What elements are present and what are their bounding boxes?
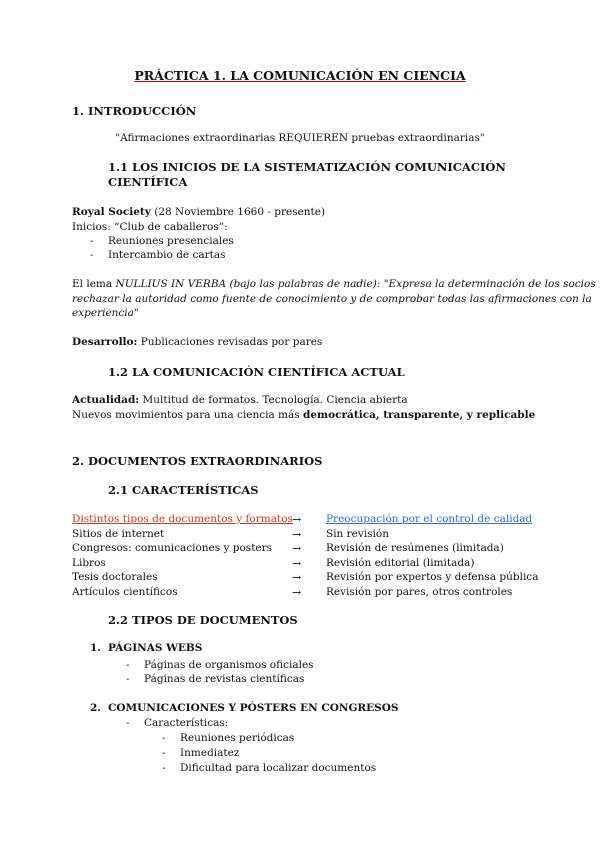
actualidad-label: Actualidad: <box>72 394 140 406</box>
lema-italic: NULLIUS IN VERBA (bajo las palabras de nadie): "Expresa la determinación de los socios <box>115 278 596 290</box>
table-cell-left: Libros <box>72 557 106 569</box>
desarrollo-line <box>72 336 322 348</box>
bullet-dash: - <box>162 762 166 774</box>
bullet-dash: - <box>126 673 130 685</box>
desarrollo-label: Desarrollo: <box>72 336 138 348</box>
bullet-dash: - <box>90 235 94 247</box>
table-cell-right: Sin revisión <box>326 528 390 540</box>
arrow-icon: → <box>292 586 302 599</box>
sec11-heading-line2: CIENTÍFICA <box>108 175 188 189</box>
list-item: Reuniones periódicas <box>180 732 295 744</box>
table-cell-right: Revisión por pares, otros controles <box>326 586 513 598</box>
sec11-heading-line1: 1.1 LOS INICIOS DE LA SISTEMATIZACIÓN COMUNICACIÓN <box>108 160 506 174</box>
arrow-icon: → <box>292 513 302 526</box>
lema-line1 <box>72 278 596 290</box>
page-title: PRÁCTICA 1. LA COMUNICACIÓN EN CIENCIA <box>134 68 466 83</box>
lema-prefix: El lema <box>72 278 116 290</box>
table-right-header: Preocupación por el control de calidad <box>326 513 533 525</box>
item2-title: COMUNICACIONES Y PÓSTERS EN CONGRESOS <box>108 702 399 714</box>
list-item: Páginas de organismos oficiales <box>144 659 314 671</box>
royal-society-label: Royal Society <box>72 206 151 218</box>
table-cell-left: Tesis doctorales <box>72 571 158 583</box>
list-item: Dificultad para localizar documentos <box>180 762 377 774</box>
bullet-dash: - <box>162 732 166 744</box>
table-cell-right: Revisión de resúmenes (limitada) <box>326 542 504 554</box>
table-cell-left: Artículos científicos <box>72 586 178 598</box>
sec21-heading: 2.1 CARACTERÍSTICAS <box>108 483 259 497</box>
arrow-icon: → <box>292 528 302 541</box>
list-item: Reuniones presenciales <box>108 235 234 247</box>
list-item: Características: <box>144 717 229 729</box>
sec22-heading: 2.2 TIPOS DE DOCUMENTOS <box>108 613 298 627</box>
item1-number: 1. <box>90 642 101 654</box>
actualidad-line <box>72 394 408 406</box>
table-cell-right: Revisión por expertos y defensa pública <box>326 571 539 583</box>
intro-heading: 1. INTRODUCCIÓN <box>72 104 197 118</box>
royal-society-dates: (28 Noviembre 1660 - presente) <box>150 206 326 218</box>
table-cell-left: Congresos: comunicaciones y posters <box>72 542 273 554</box>
bullet-dash: - <box>126 659 130 671</box>
actualidad-text: Multitud de formatos. Tecnología. Ciencia abierta <box>139 394 408 406</box>
lema-line3: experiencia" <box>72 307 139 319</box>
list-item: Inmediatez <box>180 747 240 759</box>
sec2-heading: 2. DOCUMENTOS EXTRAORDINARIOS <box>72 454 323 468</box>
desarrollo-text: Publicaciones revisadas por pares <box>137 336 323 348</box>
bullet-dash: - <box>90 249 94 261</box>
arrow-icon: → <box>292 571 302 584</box>
table-left-header: Distintos tipos de documentos y formatos <box>72 513 293 525</box>
nuevos-prefix: Nuevos movimientos para una ciencia más <box>72 409 303 421</box>
list-item: Páginas de revistas científicas <box>144 673 305 685</box>
sec12-heading: 1.2 LA COMUNICACIÓN CIENTÍFICA ACTUAL <box>108 365 405 379</box>
royal-society-line <box>72 206 325 218</box>
arrow-icon: → <box>292 542 302 555</box>
item1-title: PÁGINAS WEBS <box>108 642 203 654</box>
nuevos-bold: democrática, transparente, y replicable <box>303 409 536 421</box>
nuevos-line <box>72 409 535 421</box>
list-item: Intercambio de cartas <box>108 249 226 261</box>
bullet-dash: - <box>126 717 130 729</box>
inicios-line: Inicios: “Club de caballeros”: <box>72 221 228 233</box>
item2-number: 2. <box>90 702 101 714</box>
table-cell-left: Sitios de internet <box>72 528 165 540</box>
arrow-icon: → <box>292 557 302 570</box>
bullet-dash: - <box>162 747 166 759</box>
table-cell-right: Revisión editorial (limitada) <box>326 557 475 569</box>
lema-line2: rechazar la autoridad como fuente de conocimiento y de comprobar todas las afirmaciones con la <box>72 293 592 305</box>
intro-quote: "Afirmaciones extraordinarias REQUIEREN pruebas extraordinarias" <box>115 132 485 144</box>
